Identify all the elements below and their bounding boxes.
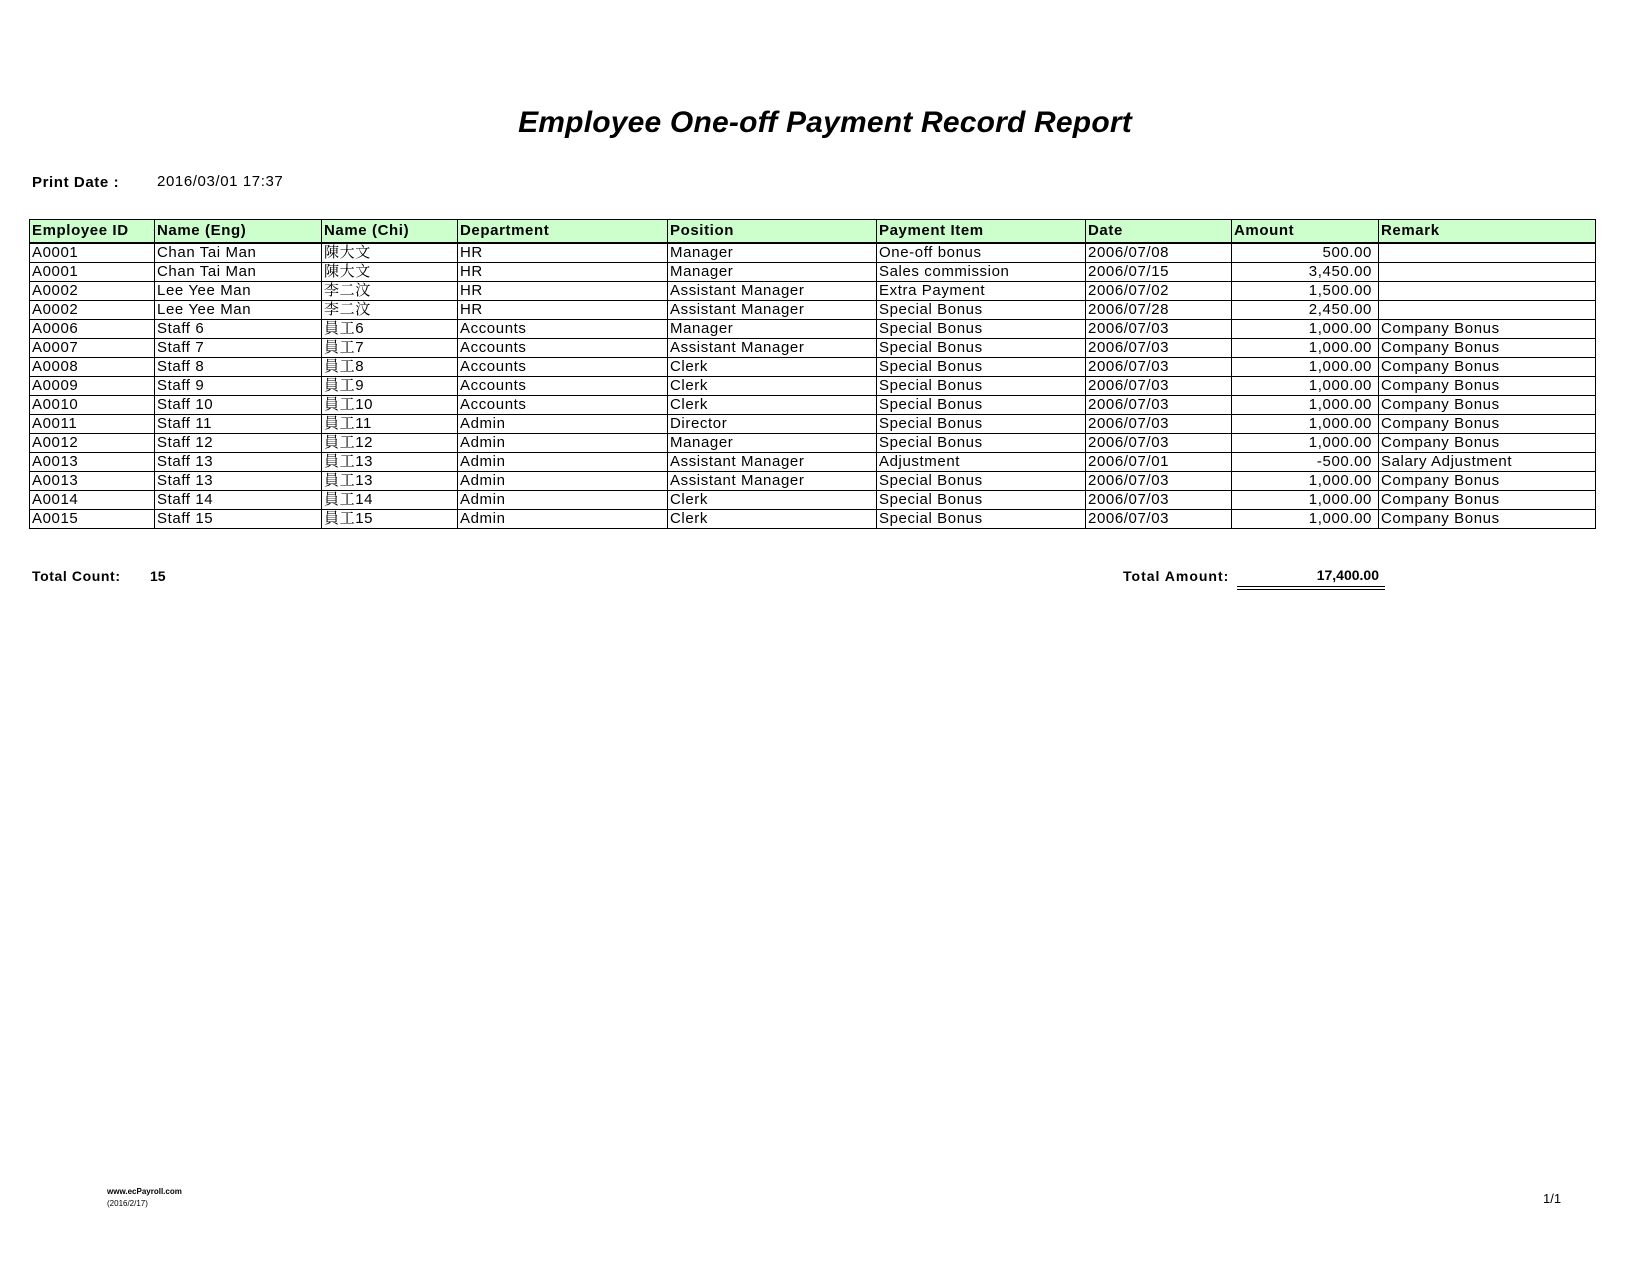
cell-name-eng: Chan Tai Man	[155, 263, 322, 282]
cell-amount: 1,000.00	[1232, 434, 1379, 453]
cell-position: Manager	[668, 434, 877, 453]
table-row	[30, 282, 1596, 301]
cell-employee-id: A0008	[30, 358, 155, 377]
cell-employee-id: A0007	[30, 339, 155, 358]
cell-remark: Company Bonus	[1379, 358, 1596, 377]
cell-employee-id: A0009	[30, 377, 155, 396]
cell-amount: 1,500.00	[1232, 282, 1379, 301]
cell-name-chi: 員工13	[322, 453, 458, 472]
cell-department: HR	[458, 301, 668, 320]
cell-amount: 1,000.00	[1232, 339, 1379, 358]
cell-department: Accounts	[458, 358, 668, 377]
cell-employee-id: A0006	[30, 320, 155, 339]
cell-position: Clerk	[668, 396, 877, 415]
cell-position: Clerk	[668, 510, 877, 529]
cell-name-chi: 員工9	[322, 377, 458, 396]
cell-amount: 3,450.00	[1232, 263, 1379, 282]
footer-version: (2016/2/17)	[107, 1199, 148, 1208]
cell-date: 2006/07/03	[1086, 472, 1232, 491]
cell-position: Assistant Manager	[668, 453, 877, 472]
cell-name-eng: Staff 15	[155, 510, 322, 529]
print-date-label: Print Date :	[32, 174, 120, 191]
cell-position: Assistant Manager	[668, 282, 877, 301]
column-header-department: Department	[458, 220, 668, 244]
cell-remark: Company Bonus	[1379, 472, 1596, 491]
table-row	[30, 301, 1596, 320]
cell-payment-item: Special Bonus	[877, 434, 1086, 453]
cell-department: HR	[458, 282, 668, 301]
table-body	[30, 243, 1596, 529]
cell-department: Admin	[458, 472, 668, 491]
table-row	[30, 243, 1596, 263]
table-row	[30, 472, 1596, 491]
cell-name-chi: 陳大文	[322, 243, 458, 263]
cell-name-eng: Staff 7	[155, 339, 322, 358]
cell-name-chi: 員工10	[322, 396, 458, 415]
cell-remark	[1379, 301, 1596, 320]
cell-amount: 1,000.00	[1232, 396, 1379, 415]
cell-name-chi: 李二汶	[322, 282, 458, 301]
table-header-row	[30, 220, 1596, 244]
cell-payment-item: Special Bonus	[877, 301, 1086, 320]
table-row	[30, 510, 1596, 529]
report-title: Employee One-off Payment Record Report	[518, 106, 1132, 139]
cell-date: 2006/07/03	[1086, 510, 1232, 529]
cell-amount: 1,000.00	[1232, 358, 1379, 377]
cell-position: Clerk	[668, 377, 877, 396]
cell-name-eng: Chan Tai Man	[155, 243, 322, 263]
cell-date: 2006/07/03	[1086, 320, 1232, 339]
cell-department: Admin	[458, 510, 668, 529]
cell-name-chi: 員工13	[322, 472, 458, 491]
cell-employee-id: A0014	[30, 491, 155, 510]
footer-website: www.ecPayroll.com	[107, 1187, 182, 1196]
column-header-amount: Amount	[1232, 220, 1379, 244]
cell-name-eng: Staff 8	[155, 358, 322, 377]
cell-name-chi: 員工6	[322, 320, 458, 339]
cell-amount: 1,000.00	[1232, 510, 1379, 529]
cell-date: 2006/07/03	[1086, 358, 1232, 377]
cell-name-eng: Staff 14	[155, 491, 322, 510]
column-header-payment-item: Payment Item	[877, 220, 1086, 244]
column-header-name-chi: Name (Chi)	[322, 220, 458, 244]
cell-employee-id: A0015	[30, 510, 155, 529]
cell-date: 2006/07/03	[1086, 491, 1232, 510]
cell-department: Accounts	[458, 396, 668, 415]
cell-name-eng: Staff 11	[155, 415, 322, 434]
cell-payment-item: One-off bonus	[877, 243, 1086, 263]
cell-date: 2006/07/28	[1086, 301, 1232, 320]
cell-name-chi: 員工11	[322, 415, 458, 434]
cell-employee-id: A0002	[30, 282, 155, 301]
cell-amount: 1,000.00	[1232, 415, 1379, 434]
cell-name-chi: 員工14	[322, 491, 458, 510]
cell-payment-item: Special Bonus	[877, 339, 1086, 358]
total-amount-label: Total Amount:	[1123, 568, 1230, 584]
cell-payment-item: Special Bonus	[877, 510, 1086, 529]
cell-position: Assistant Manager	[668, 472, 877, 491]
table-row	[30, 339, 1596, 358]
cell-position: Manager	[668, 263, 877, 282]
cell-remark	[1379, 282, 1596, 301]
cell-amount: 1,000.00	[1232, 472, 1379, 491]
total-amount-value: 17,400.00	[1237, 566, 1385, 590]
cell-payment-item: Special Bonus	[877, 491, 1086, 510]
cell-remark: Company Bonus	[1379, 510, 1596, 529]
cell-remark	[1379, 243, 1596, 263]
column-header-name-eng: Name (Eng)	[155, 220, 322, 244]
table-row	[30, 434, 1596, 453]
cell-amount: -500.00	[1232, 453, 1379, 472]
column-header-employee-id: Employee ID	[30, 220, 155, 244]
total-count-label: Total Count:	[32, 568, 121, 584]
cell-department: Admin	[458, 434, 668, 453]
cell-employee-id: A0011	[30, 415, 155, 434]
column-header-remark: Remark	[1379, 220, 1596, 244]
cell-remark: Company Bonus	[1379, 320, 1596, 339]
cell-amount: 1,000.00	[1232, 377, 1379, 396]
cell-position: Manager	[668, 243, 877, 263]
cell-remark: Company Bonus	[1379, 339, 1596, 358]
cell-employee-id: A0002	[30, 301, 155, 320]
cell-remark: Company Bonus	[1379, 491, 1596, 510]
cell-date: 2006/07/03	[1086, 339, 1232, 358]
cell-name-eng: Lee Yee Man	[155, 282, 322, 301]
cell-date: 2006/07/01	[1086, 453, 1232, 472]
cell-employee-id: A0012	[30, 434, 155, 453]
cell-payment-item: Sales commission	[877, 263, 1086, 282]
cell-date: 2006/07/03	[1086, 377, 1232, 396]
cell-name-chi: 員工7	[322, 339, 458, 358]
cell-name-eng: Staff 12	[155, 434, 322, 453]
print-date-value: 2016/03/01 17:37	[157, 173, 284, 190]
table-row	[30, 358, 1596, 377]
cell-employee-id: A0013	[30, 453, 155, 472]
total-count-value: 15	[150, 568, 166, 584]
table-row	[30, 453, 1596, 472]
cell-position: Assistant Manager	[668, 301, 877, 320]
cell-name-eng: Staff 6	[155, 320, 322, 339]
cell-department: Accounts	[458, 320, 668, 339]
cell-employee-id: A0013	[30, 472, 155, 491]
cell-department: Accounts	[458, 377, 668, 396]
cell-name-eng: Lee Yee Man	[155, 301, 322, 320]
cell-department: Admin	[458, 453, 668, 472]
table-row	[30, 320, 1596, 339]
cell-remark: Company Bonus	[1379, 434, 1596, 453]
column-header-date: Date	[1086, 220, 1232, 244]
cell-department: Admin	[458, 491, 668, 510]
cell-date: 2006/07/03	[1086, 396, 1232, 415]
cell-name-chi: 陳大文	[322, 263, 458, 282]
cell-remark	[1379, 263, 1596, 282]
cell-remark: Salary Adjustment	[1379, 453, 1596, 472]
cell-remark: Company Bonus	[1379, 396, 1596, 415]
cell-payment-item: Special Bonus	[877, 396, 1086, 415]
cell-name-eng: Staff 13	[155, 472, 322, 491]
cell-amount: 500.00	[1232, 243, 1379, 263]
table-row	[30, 377, 1596, 396]
cell-name-chi: 員工12	[322, 434, 458, 453]
cell-name-eng: Staff 9	[155, 377, 322, 396]
table-row	[30, 263, 1596, 282]
table-row	[30, 396, 1596, 415]
cell-payment-item: Adjustment	[877, 453, 1086, 472]
cell-position: Manager	[668, 320, 877, 339]
payment-records-table	[29, 219, 1596, 529]
cell-employee-id: A0010	[30, 396, 155, 415]
cell-department: Accounts	[458, 339, 668, 358]
cell-payment-item: Special Bonus	[877, 358, 1086, 377]
cell-payment-item: Special Bonus	[877, 415, 1086, 434]
cell-department: HR	[458, 263, 668, 282]
cell-payment-item: Special Bonus	[877, 377, 1086, 396]
cell-amount: 1,000.00	[1232, 491, 1379, 510]
cell-department: Admin	[458, 415, 668, 434]
column-header-position: Position	[668, 220, 877, 244]
cell-date: 2006/07/02	[1086, 282, 1232, 301]
cell-name-chi: 員工15	[322, 510, 458, 529]
cell-name-chi: 李二汶	[322, 301, 458, 320]
cell-name-eng: Staff 13	[155, 453, 322, 472]
cell-position: Clerk	[668, 358, 877, 377]
table-row	[30, 415, 1596, 434]
cell-position: Clerk	[668, 491, 877, 510]
cell-amount: 1,000.00	[1232, 320, 1379, 339]
cell-remark: Company Bonus	[1379, 377, 1596, 396]
cell-name-chi: 員工8	[322, 358, 458, 377]
table-row	[30, 491, 1596, 510]
cell-position: Assistant Manager	[668, 339, 877, 358]
cell-amount: 2,450.00	[1232, 301, 1379, 320]
cell-department: HR	[458, 243, 668, 263]
cell-date: 2006/07/03	[1086, 415, 1232, 434]
cell-date: 2006/07/08	[1086, 243, 1232, 263]
cell-position: Director	[668, 415, 877, 434]
cell-payment-item: Special Bonus	[877, 320, 1086, 339]
cell-remark: Company Bonus	[1379, 415, 1596, 434]
cell-employee-id: A0001	[30, 263, 155, 282]
cell-date: 2006/07/15	[1086, 263, 1232, 282]
page-number: 1/1	[1543, 1191, 1562, 1206]
cell-payment-item: Special Bonus	[877, 472, 1086, 491]
cell-date: 2006/07/03	[1086, 434, 1232, 453]
cell-name-eng: Staff 10	[155, 396, 322, 415]
cell-payment-item: Extra Payment	[877, 282, 1086, 301]
cell-employee-id: A0001	[30, 243, 155, 263]
